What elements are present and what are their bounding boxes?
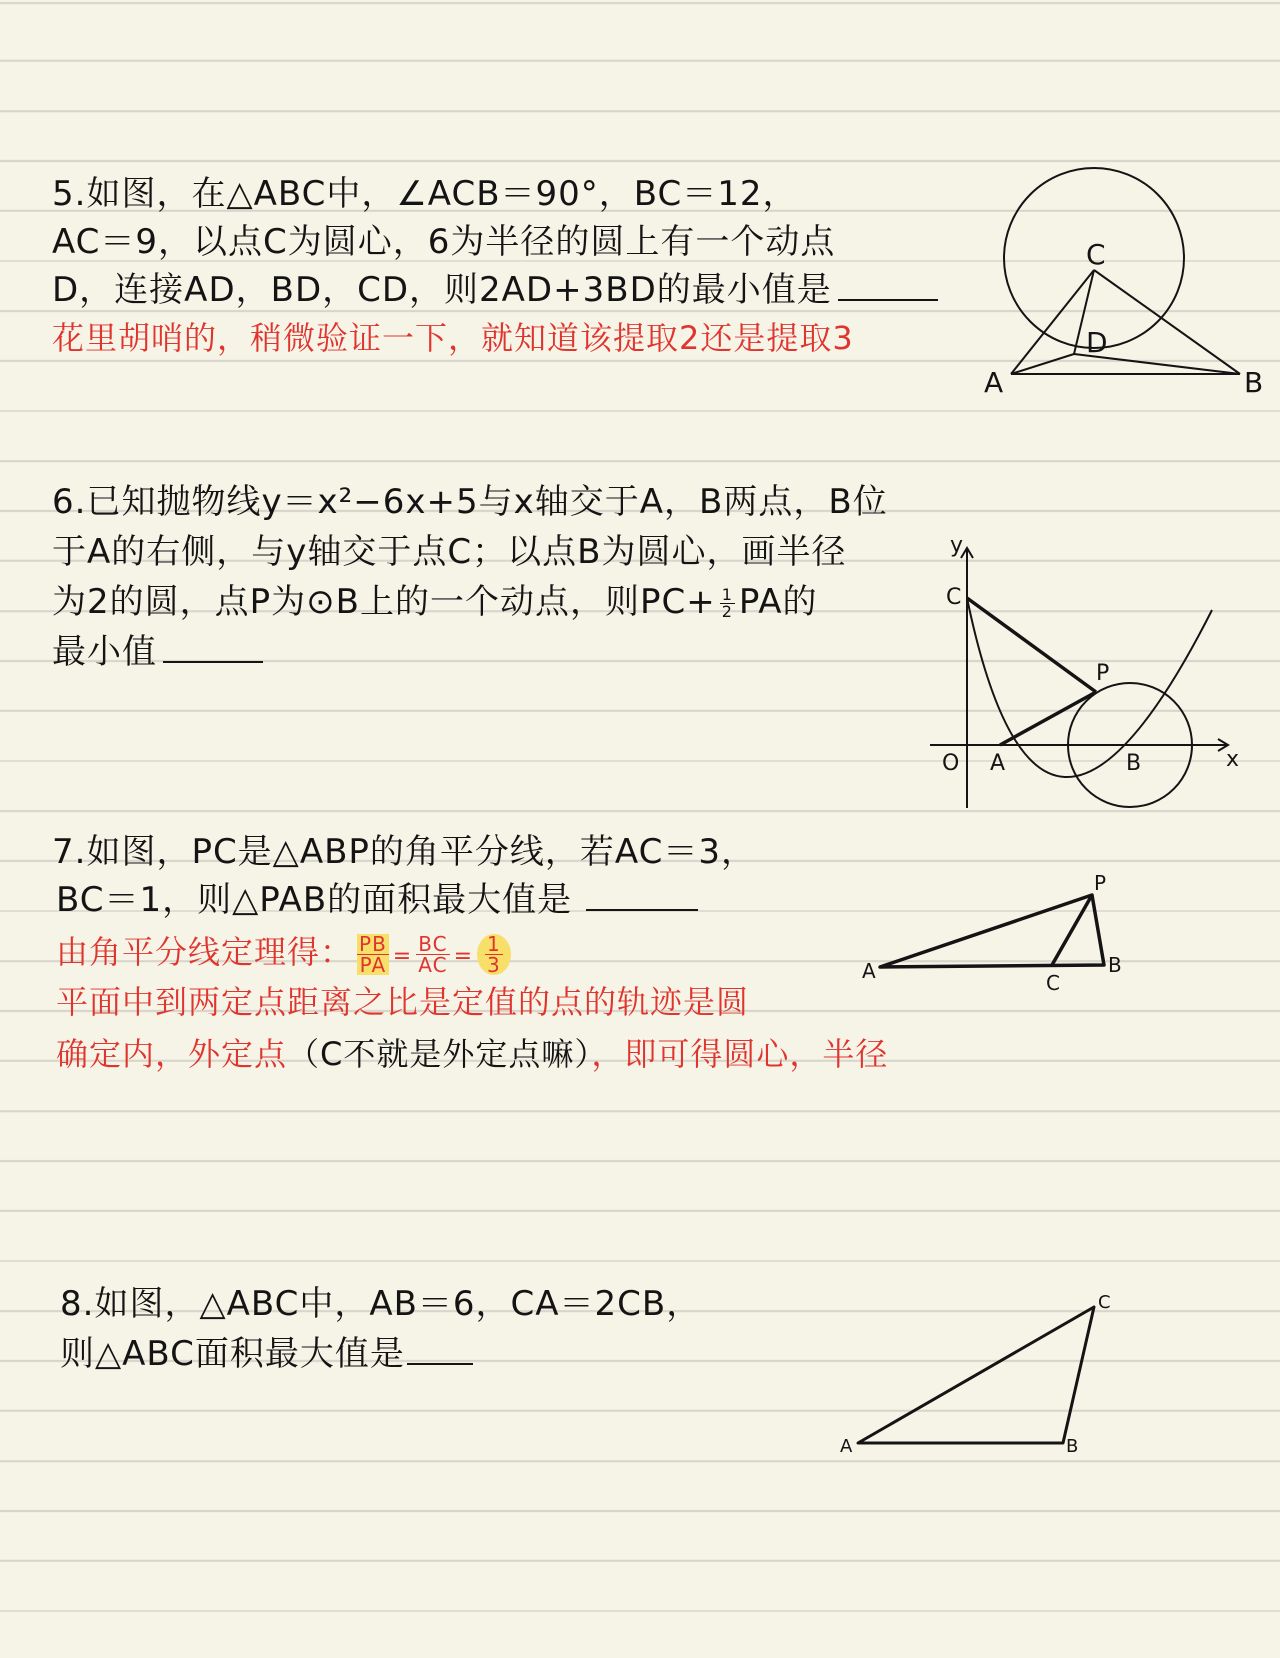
triangle-abc <box>858 1307 1094 1443</box>
label-a: A <box>840 1436 853 1457</box>
fraction-denominator: AC <box>418 952 448 977</box>
label-c: C <box>1046 971 1060 995</box>
problem-6-line-3-text: 为2的圆，点P为⊙B上的一个动点，则PC+ <box>52 582 716 622</box>
label-a: A <box>990 751 1006 776</box>
fraction-denominator: 2 <box>721 602 733 621</box>
problem-6-line-3-tail: PA的 <box>738 582 818 622</box>
note-3-text-b: （C不就是外定点嘛） <box>287 1035 592 1073</box>
note-1-text: 由角平分线定理得： <box>56 933 354 971</box>
problem-8-line-1: 8.如图，△ABC中，AB＝6，CA＝2CB， <box>60 1284 702 1324</box>
problem-6-line-1: 6.已知抛物线y＝x²−6x+5与x轴交于A，B两点，B位 <box>52 482 888 522</box>
problem-5-line-3-text: D，连接AD，BD，CD，则2AD+3BD的最小值是 <box>52 270 832 310</box>
label-p: P <box>1094 871 1107 895</box>
label-b: B <box>1126 751 1142 776</box>
problem-6-line-2: 于A的右侧，与y轴交于点C；以点B为圆心，画半径 <box>52 532 847 572</box>
problem-7-note-2: 平面中到两定点距离之比是定值的点的轨迹是圆 <box>56 983 750 1021</box>
label-a: A <box>984 366 1004 399</box>
fraction-numerator: 1 <box>487 931 501 956</box>
note-3-text-a: 确定内，外定点 <box>56 1035 288 1073</box>
label-b: B <box>1066 1436 1079 1457</box>
label-b: B <box>1108 953 1122 977</box>
equals-sign: = <box>392 944 413 969</box>
problem-7-line-2-text: BC＝1，则△PAB的面积最大值是 <box>56 880 573 920</box>
fraction-denominator: PA <box>359 952 387 977</box>
label-x: x <box>1226 747 1240 772</box>
problem-5-line-1: 5.如图，在△ABC中，∠ACB＝90°，BC＝12， <box>52 174 798 214</box>
equals-sign: = <box>453 944 474 969</box>
fraction-numerator: BC <box>418 931 448 956</box>
problem-8-line-2-text: 则△ABC面积最大值是 <box>60 1334 405 1374</box>
note-3-text-c: ，即可得圆心，半径 <box>591 1035 889 1073</box>
label-y: y <box>950 533 964 558</box>
label-o: O <box>942 751 960 776</box>
problem-6-line-4-text: 最小值 <box>52 632 157 672</box>
label-c: C <box>1086 238 1106 271</box>
fraction-denominator: 3 <box>487 952 501 977</box>
label-d: D <box>1086 326 1108 359</box>
fraction-numerator: PB <box>359 931 387 956</box>
fraction-numerator: 1 <box>721 585 733 604</box>
label-c: C <box>946 585 962 610</box>
problem-5-line-2: AC＝9，以点C为圆心，6为半径的圆上有一个动点 <box>52 222 836 262</box>
label-b: B <box>1244 366 1264 399</box>
label-c: C <box>1098 1292 1111 1313</box>
problem-5-note: 花里胡哨的，稍微验证一下，就知道该提取2还是提取3 <box>52 319 854 357</box>
label-a: A <box>862 959 876 983</box>
label-p: P <box>1096 661 1110 686</box>
problem-7-line-1: 7.如图，PC是△ABP的角平分线，若AC＝3， <box>52 832 756 872</box>
